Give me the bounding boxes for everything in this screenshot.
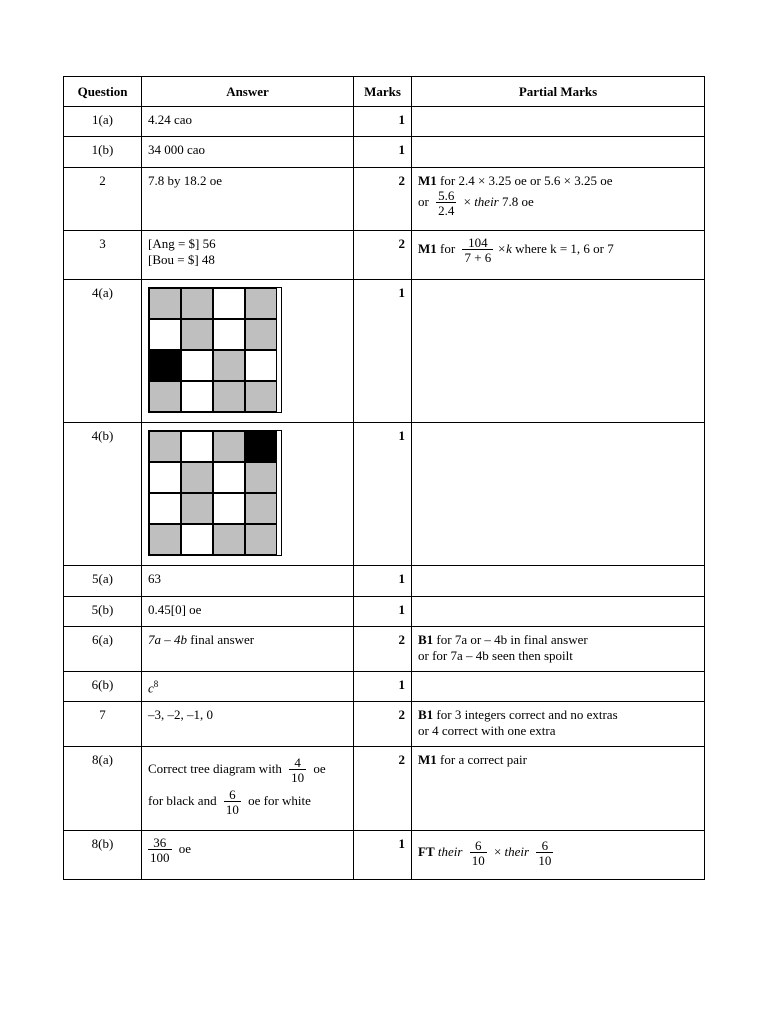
grey-square xyxy=(245,462,277,493)
answer-text: oe for white xyxy=(248,792,311,808)
grey-square xyxy=(181,493,213,524)
marks-cell: 1 xyxy=(354,107,412,137)
fraction-denominator: 2.4 xyxy=(438,202,455,218)
partial-text: for a correct pair xyxy=(436,752,528,767)
table-row xyxy=(64,831,705,880)
white-square xyxy=(213,493,245,524)
fraction-denominator: 100 xyxy=(150,850,170,865)
answer-exponent: 8 xyxy=(153,679,159,689)
grey-square xyxy=(213,381,245,412)
white-square xyxy=(181,524,213,555)
header-question: Question xyxy=(64,77,142,107)
partial-marks-cell xyxy=(412,231,705,280)
marks-cell: 2 xyxy=(354,168,412,231)
white-square xyxy=(245,350,277,381)
marks-cell: 1 xyxy=(354,566,412,597)
answer-expression: 7a – 4b xyxy=(148,632,187,647)
black-square xyxy=(149,350,181,381)
answer-cell: 34 000 cao xyxy=(142,137,354,168)
answer-cell xyxy=(142,231,354,280)
table-row xyxy=(64,672,705,702)
answer-text: oe xyxy=(178,840,192,856)
marks-cell: 1 xyxy=(354,280,412,423)
marks-cell: 1 xyxy=(354,831,412,880)
answer-line: [Ang = $] 56 xyxy=(148,236,216,251)
white-square xyxy=(181,431,213,462)
answer-cell: 63 xyxy=(142,566,354,597)
question-number: 4(a) xyxy=(64,280,142,423)
question-number: 5(b) xyxy=(64,597,142,627)
answer-cell: 0.45[0] oe xyxy=(142,597,354,627)
grey-square xyxy=(245,381,277,412)
answer-text: final answer xyxy=(187,632,255,647)
fraction-denominator: 10 xyxy=(538,853,552,868)
table-row xyxy=(64,747,705,831)
marks-cell: 1 xyxy=(354,672,412,702)
fraction-numerator: 6 xyxy=(541,838,549,853)
grey-square xyxy=(149,288,181,319)
answer-text: oe xyxy=(313,760,326,776)
partial-text: or for 7a – 4b seen then spoilt xyxy=(418,647,573,663)
mark-code: M1 xyxy=(418,240,437,256)
partial-text: for xyxy=(436,240,456,256)
answer-line: [Bou = $] 48 xyxy=(148,251,215,267)
partial-text: for 3 integers correct and no extras xyxy=(433,707,618,722)
answer-text: Correct tree diagram with xyxy=(148,760,282,776)
grey-square xyxy=(181,319,213,350)
fraction xyxy=(148,836,172,864)
white-square xyxy=(213,319,245,350)
fraction xyxy=(289,756,306,784)
answer-cell xyxy=(142,831,354,880)
grey-square xyxy=(181,462,213,493)
shaded-grid-4b xyxy=(148,430,282,556)
grey-square xyxy=(213,524,245,555)
fraction-numerator: 4 xyxy=(294,755,301,770)
times-sign: × xyxy=(463,193,471,209)
question-number: 8(b) xyxy=(64,831,142,880)
grey-square xyxy=(213,431,245,462)
table-row xyxy=(64,168,705,231)
partial-marks-cell xyxy=(412,672,705,702)
answer-cell: 4.24 cao xyxy=(142,107,354,137)
table-row xyxy=(64,566,705,597)
fraction-denominator: 10 xyxy=(225,802,239,817)
fraction xyxy=(462,236,493,264)
partial-marks-cell xyxy=(412,107,705,137)
partial-marks-cell xyxy=(412,280,705,423)
white-square xyxy=(181,381,213,412)
answer-cell: 7.8 by 18.2 oe xyxy=(142,168,354,231)
marks-cell: 2 xyxy=(354,702,412,747)
answer-cell: –3, –2, –1, 0 xyxy=(142,702,354,747)
white-square xyxy=(149,319,181,350)
mark-scheme-table xyxy=(63,76,705,880)
their-text: their xyxy=(504,843,530,859)
partial-marks-cell xyxy=(412,168,705,231)
their-text: their xyxy=(437,843,463,859)
answer-cell xyxy=(142,627,354,672)
fraction-numerator: 6 xyxy=(229,787,236,802)
table-row xyxy=(64,702,705,747)
grey-square xyxy=(149,524,181,555)
question-number: 3 xyxy=(64,231,142,280)
question-number: 4(b) xyxy=(64,423,142,566)
shaded-grid-4a xyxy=(148,287,282,413)
white-square xyxy=(149,493,181,524)
black-square xyxy=(245,431,277,462)
times-k: ×k xyxy=(497,240,512,256)
white-square xyxy=(213,462,245,493)
marks-cell: 1 xyxy=(354,423,412,566)
grey-square xyxy=(245,524,277,555)
question-number: 6(b) xyxy=(64,672,142,702)
table-row xyxy=(64,107,705,137)
table-row xyxy=(64,137,705,168)
white-square xyxy=(213,288,245,319)
mark-code: M1 xyxy=(418,173,437,188)
answer-base: c xyxy=(148,680,154,696)
fraction-denominator: 7 + 6 xyxy=(464,250,492,265)
answer-cell xyxy=(142,280,354,423)
header-row xyxy=(64,77,705,107)
marks-cell: 1 xyxy=(354,597,412,627)
fraction-numerator: 36 xyxy=(153,835,167,850)
question-number: 8(a) xyxy=(64,747,142,831)
fraction-numerator: 104 xyxy=(468,235,488,250)
mark-code: B1 xyxy=(418,632,434,647)
header-answer: Answer xyxy=(142,77,354,107)
fraction-numerator: 6 xyxy=(474,838,482,853)
mark-code: B1 xyxy=(418,707,434,722)
marks-cell: 1 xyxy=(354,137,412,168)
grey-square xyxy=(245,493,277,524)
header-marks: Marks xyxy=(354,77,412,107)
fraction-numerator: 5.6 xyxy=(438,187,455,203)
fraction xyxy=(436,189,456,217)
mark-code: M1 xyxy=(418,752,437,767)
partial-marks-cell xyxy=(412,831,705,880)
fraction xyxy=(470,839,487,867)
partial-marks-cell xyxy=(412,566,705,597)
answer-text: for black and xyxy=(148,792,217,808)
table-row xyxy=(64,423,705,566)
table-row xyxy=(64,597,705,627)
fraction xyxy=(224,788,241,816)
partial-marks-cell xyxy=(412,137,705,168)
header-partial-marks: Partial Marks xyxy=(412,77,705,107)
partial-text: for 7a or – 4b in final answer xyxy=(433,632,588,647)
partial-text: where k = 1, 6 or 7 xyxy=(515,240,614,256)
question-number: 2 xyxy=(64,168,142,231)
fraction-denominator: 10 xyxy=(471,853,485,868)
mark-code: FT xyxy=(418,843,435,859)
partial-marks-cell xyxy=(412,597,705,627)
partial-text: for 2.4 × 3.25 oe or 5.6 × 3.25 oe xyxy=(436,173,613,188)
times-sign: × xyxy=(493,843,502,859)
answer-cell xyxy=(142,672,354,702)
fraction-denominator: 10 xyxy=(291,770,305,785)
question-number: 1(a) xyxy=(64,107,142,137)
answer-cell xyxy=(142,747,354,831)
question-number: 6(a) xyxy=(64,627,142,672)
partial-marks-cell xyxy=(412,747,705,831)
partial-text: or xyxy=(418,193,429,209)
their-text: their xyxy=(474,193,499,209)
question-number: 7 xyxy=(64,702,142,747)
table-row xyxy=(64,627,705,672)
marks-cell: 2 xyxy=(354,747,412,831)
grey-square xyxy=(213,350,245,381)
grey-square xyxy=(245,319,277,350)
partial-marks-cell xyxy=(412,702,705,747)
question-number: 1(b) xyxy=(64,137,142,168)
grey-square xyxy=(245,288,277,319)
fraction xyxy=(536,839,553,867)
white-square xyxy=(149,462,181,493)
marks-cell: 2 xyxy=(354,627,412,672)
marks-cell: 2 xyxy=(354,231,412,280)
partial-text: or 4 correct with one extra xyxy=(418,722,556,738)
table-row xyxy=(64,280,705,423)
answer-cell xyxy=(142,423,354,566)
grey-square xyxy=(149,381,181,412)
partial-marks-cell xyxy=(412,423,705,566)
question-number: 5(a) xyxy=(64,566,142,597)
partial-text: 7.8 oe xyxy=(502,193,534,209)
grey-square xyxy=(149,431,181,462)
partial-marks-cell xyxy=(412,627,705,672)
table-row xyxy=(64,231,705,280)
grey-square xyxy=(181,288,213,319)
white-square xyxy=(181,350,213,381)
